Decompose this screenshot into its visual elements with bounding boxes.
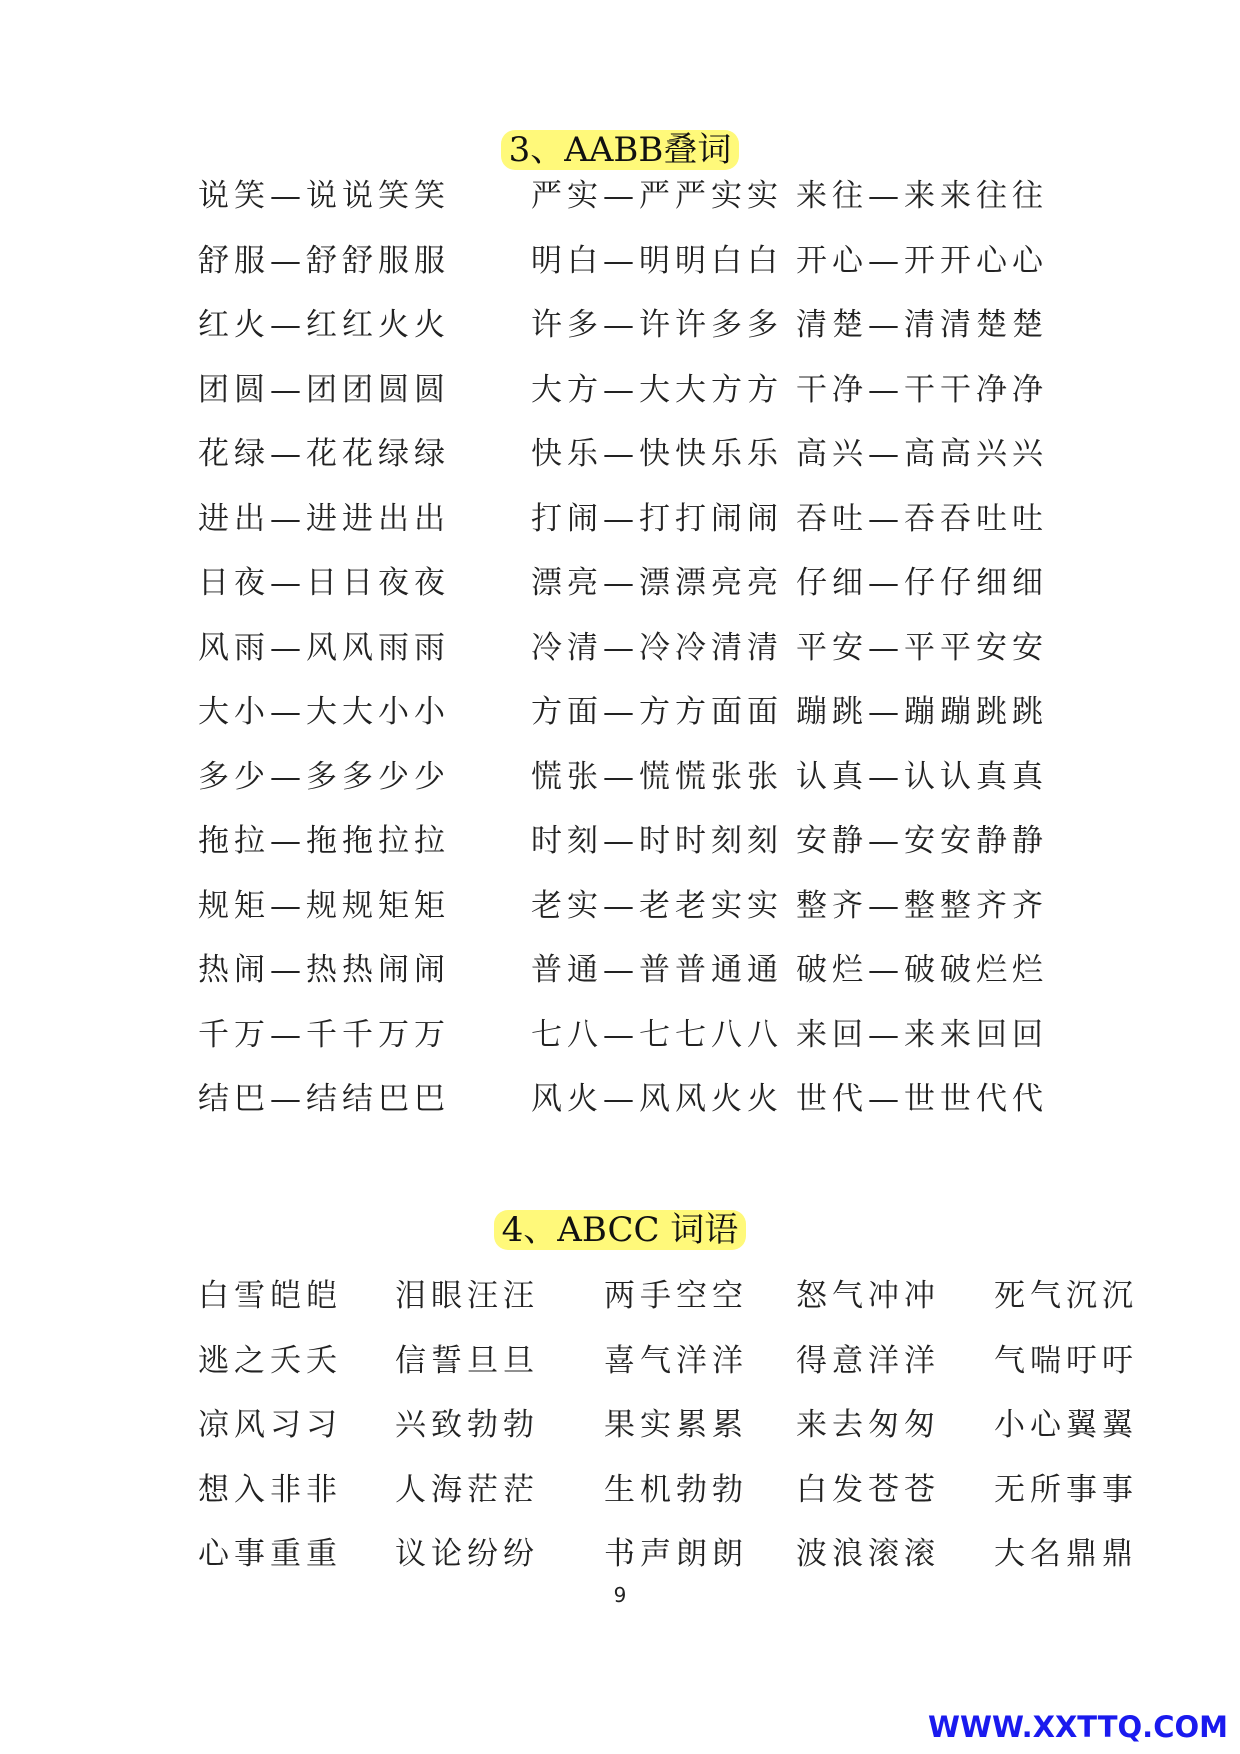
aabb-word-entry: 漂亮—漂漂亮亮 <box>531 565 783 601</box>
aabb-word-entry: 冷清—冷冷清清 <box>531 629 783 666</box>
aabb-word-entry: 慌张—慌慌张张 <box>531 758 783 795</box>
abcc-word-entry: 得意洋洋 <box>796 1342 940 1379</box>
aabb-word-entry: 干净—干干净净 <box>796 371 1048 408</box>
aabb-word-grid <box>198 176 1056 1144</box>
abcc-word-entry: 果实累累 <box>604 1407 748 1443</box>
aabb-word-entry: 日夜—日日夜夜 <box>198 565 450 601</box>
abcc-word-entry: 气喘吁吁 <box>994 1342 1138 1379</box>
aabb-word-entry: 破烂—破破烂烂 <box>796 952 1048 988</box>
abcc-word-entry: 人海茫茫 <box>395 1471 539 1508</box>
aabb-word-entry: 来回—来来回回 <box>796 1016 1048 1053</box>
aabb-word-entry: 平安—平平安安 <box>796 629 1048 666</box>
abcc-word-entry: 两手空空 <box>604 1278 748 1314</box>
aabb-word-entry: 风雨—风风雨雨 <box>198 629 450 666</box>
aabb-word-entry: 舒服—舒舒服服 <box>198 242 450 279</box>
abcc-word-entry: 生机勃勃 <box>604 1471 748 1508</box>
aabb-word-entry: 蹦跳—蹦蹦跳跳 <box>796 694 1048 730</box>
abcc-word-grid <box>198 1276 1144 1599</box>
aabb-word-entry: 七八—七七八八 <box>531 1016 783 1053</box>
abcc-word-entry: 逃之夭夭 <box>198 1342 342 1379</box>
aabb-word-entry: 千万—千千万万 <box>198 1016 450 1053</box>
aabb-word-entry: 整齐—整整齐齐 <box>796 887 1048 924</box>
aabb-word-entry: 开心—开开心心 <box>796 242 1048 279</box>
abcc-word-entry: 泪眼汪汪 <box>395 1278 539 1314</box>
aabb-word-entry: 高兴—高高兴兴 <box>796 436 1048 472</box>
abcc-word-entry: 喜气洋洋 <box>604 1342 748 1379</box>
abcc-word-entry: 心事重重 <box>198 1536 342 1572</box>
aabb-word-entry: 安静—安安静静 <box>796 823 1048 859</box>
abcc-word-entry: 想入非非 <box>198 1471 342 1508</box>
abcc-word-entry: 小心翼翼 <box>994 1407 1138 1443</box>
section-title-abcc-text: 4、ABCC 词语 <box>494 1210 747 1250</box>
abcc-word-entry: 怒气冲冲 <box>796 1278 940 1314</box>
aabb-word-entry: 普通—普普通通 <box>531 952 783 988</box>
aabb-word-entry: 来往—来来往往 <box>796 178 1048 214</box>
aabb-word-entry: 花绿—花花绿绿 <box>198 436 450 472</box>
aabb-word-entry: 团圆—团团圆圆 <box>198 371 450 408</box>
aabb-word-entry: 认真—认认真真 <box>796 758 1048 795</box>
abcc-word-entry: 来去匆匆 <box>796 1407 940 1443</box>
aabb-word-entry: 时刻—时时刻刻 <box>531 823 783 859</box>
abcc-word-entry: 无所事事 <box>994 1471 1138 1508</box>
aabb-word-entry: 多少—多多少少 <box>198 758 450 795</box>
aabb-word-entry: 打闹—打打闹闹 <box>531 500 783 537</box>
aabb-word-entry: 热闹—热热闹闹 <box>198 952 450 988</box>
aabb-word-entry: 明白—明明白白 <box>531 242 783 279</box>
aabb-word-entry: 拖拉—拖拖拉拉 <box>198 823 450 859</box>
aabb-word-entry: 快乐—快快乐乐 <box>531 436 783 472</box>
aabb-word-entry: 许多—许许多多 <box>531 307 783 343</box>
aabb-word-entry: 老实—老老实实 <box>531 887 783 924</box>
abcc-word-entry: 书声朗朗 <box>604 1536 748 1572</box>
aabb-word-entry: 结巴—结结巴巴 <box>198 1081 450 1117</box>
aabb-word-entry: 进出—进进出出 <box>198 500 450 537</box>
aabb-word-entry: 吞吐—吞吞吐吐 <box>796 500 1048 537</box>
aabb-word-entry: 大方—大大方方 <box>531 371 783 408</box>
aabb-word-entry: 仔细—仔仔细细 <box>796 565 1048 601</box>
aabb-word-entry: 世代—世世代代 <box>796 1081 1048 1117</box>
abcc-word-entry: 白发苍苍 <box>796 1471 940 1508</box>
watermark-url: WWW.XXTTQ.COM <box>927 1710 1228 1744</box>
aabb-word-entry: 方面—方方面面 <box>531 694 783 730</box>
aabb-word-entry: 风火—风风火火 <box>531 1081 783 1117</box>
aabb-word-entry: 严实—严严实实 <box>531 178 783 214</box>
aabb-word-entry: 说笑—说说笑笑 <box>198 178 450 214</box>
abcc-word-entry: 信誓旦旦 <box>395 1342 539 1379</box>
abcc-word-entry: 凉风习习 <box>198 1407 342 1443</box>
section-title-aabb <box>0 128 1240 172</box>
abcc-word-entry: 波浪滚滚 <box>796 1536 940 1572</box>
aabb-word-entry: 清楚—清清楚楚 <box>796 307 1048 343</box>
aabb-word-entry: 红火—红红火火 <box>198 307 450 343</box>
page-number: 9 <box>613 1583 627 1607</box>
section-title-aabb-text: 3、AABB叠词 <box>501 130 740 170</box>
abcc-word-entry: 兴致勃勃 <box>395 1407 539 1443</box>
abcc-word-entry: 议论纷纷 <box>395 1536 539 1572</box>
abcc-word-entry: 大名鼎鼎 <box>994 1536 1138 1572</box>
abcc-word-entry: 白雪皑皑 <box>198 1278 342 1314</box>
aabb-word-entry: 规矩—规规矩矩 <box>198 887 450 924</box>
section-title-abcc <box>0 1208 1240 1252</box>
aabb-word-entry: 大小—大大小小 <box>198 694 450 730</box>
abcc-word-entry: 死气沉沉 <box>994 1278 1138 1314</box>
